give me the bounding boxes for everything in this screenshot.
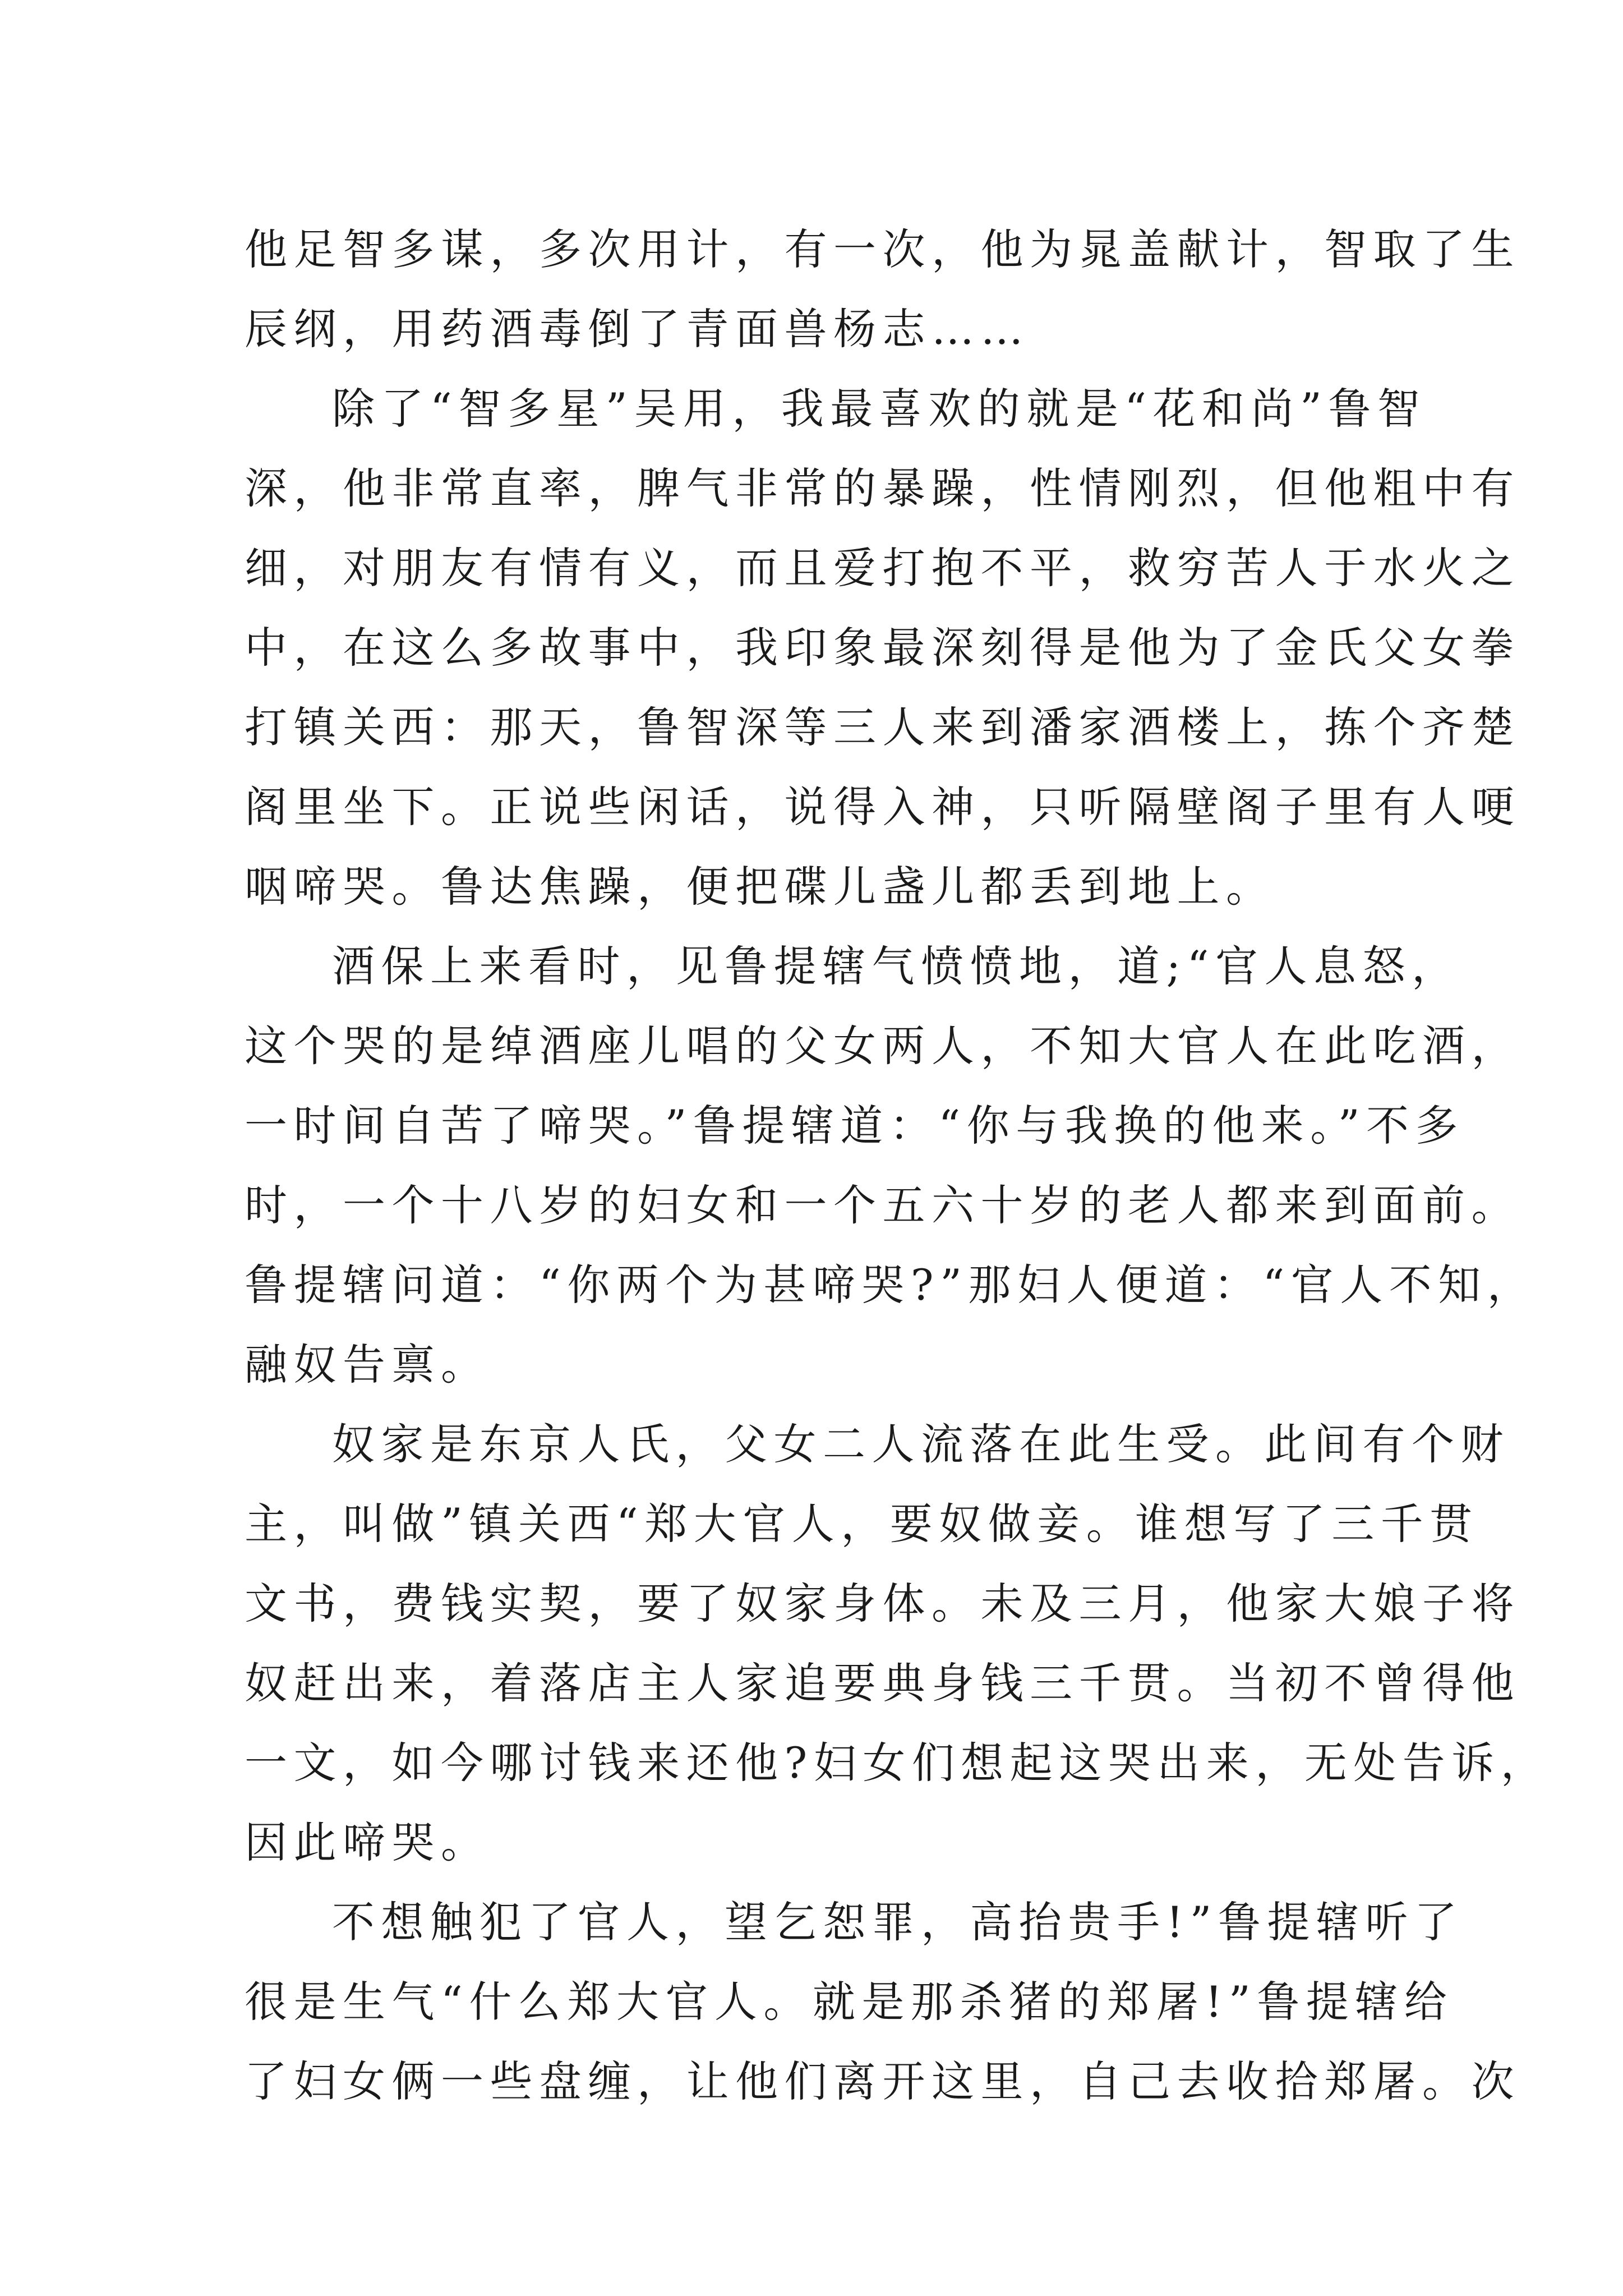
text-line: 奴赶出来，着落店主人家追要典身钱三千贯。当初不曾得他 [245,1658,1520,1708]
text-line: 一时间自苦了啼哭。”鲁提辖道：“你与我换的他来。”不多 [245,1101,1465,1151]
text-line: 酒保上来看时，见鲁提辖气愤愤地，道;“官人息怒， [332,941,1461,991]
text-line: 打镇关西：那天，鲁智深等三人来到潘家酒楼上，拣个齐楚 [245,702,1520,752]
text-line: 融奴告禀。 [245,1340,490,1389]
text-line: 很是生气“什么郑大官人。就是那杀猪的郑屠!”鲁提辖给 [245,1977,1454,2027]
text-line: 鲁提辖问道：“你两个为甚啼哭?”那妇人便道：“官人不知， [245,1260,1537,1310]
text-line: 了妇女俩一些盘缠，让他们离开这里，自己去收拾郑屠。次 [245,2056,1520,2106]
text-line: 除了“智多星”吴用，我最喜欢的就是“花和尚”鲁智 [332,384,1427,434]
text-line: 深，他非常直率，脾气非常的暴躁，性情刚烈，但他粗中有 [245,463,1520,513]
text-line: 他足智多谋，多次用计，有一次，他为晁盖献计，智取了生 [245,224,1520,274]
document-body [245,210,1550,2122]
text-line: 不想触犯了官人，望乞恕罪，高抬贵手!”鲁提辖听了 [332,1897,1464,1947]
text-line: 阁里坐下。正说些闲话，说得入神，只听隔壁阁子里有人哽 [245,782,1520,832]
text-line: 因此啼哭。 [245,1818,490,1867]
text-line: 中，在这么多故事中，我印象最深刻得是他为了金氏父女拳 [245,623,1520,673]
text-line: 文书，费钱实契，要了奴家身体。未及三月，他家大娘子将 [245,1579,1520,1628]
text-line: 时，一个十八岁的妇女和一个五六十岁的老人都来到面前。 [245,1180,1520,1230]
text-line: 主，叫做”镇关西“郑大官人，要奴做妾。谁想写了三千贯 [245,1499,1479,1549]
text-line: 辰纲，用药酒毒倒了青面兽杨志…… [245,304,1030,354]
text-line: 奴家是东京人氏，父女二人流落在此生受。此间有个财 [332,1419,1510,1469]
text-line: 这个哭的是绰酒座儿唱的父女两人，不知大官人在此吃酒， [245,1021,1520,1071]
text-line: 咽啼哭。鲁达焦躁，便把碟儿盏儿都丢到地上。 [245,862,1275,912]
text-line: 细，对朋友有情有义，而且爱打抱不平，救穷苦人于水火之 [245,543,1520,593]
text-line: 一文，如今哪讨钱来还他?妇女们想起这哭出来，无处告诉， [245,1738,1550,1788]
